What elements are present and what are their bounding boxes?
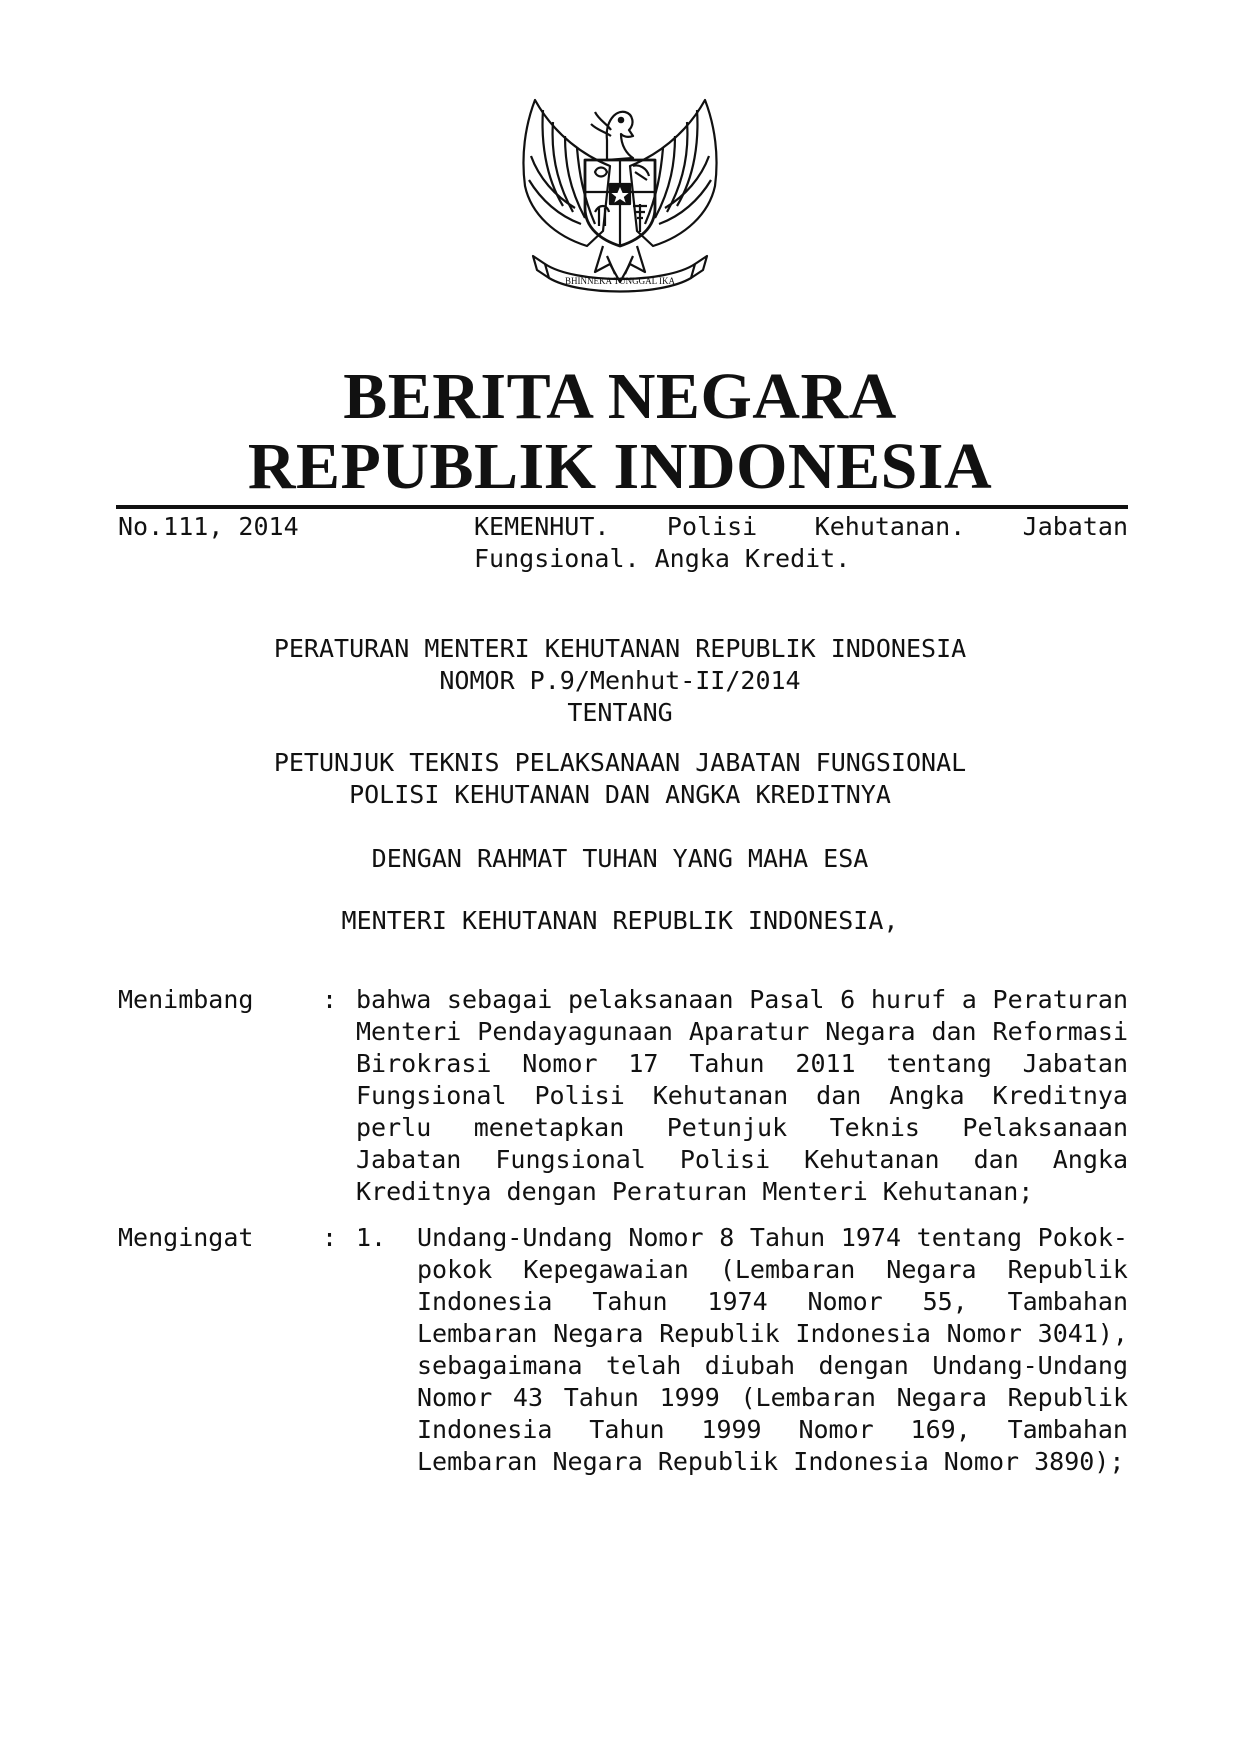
regulation-tentang: TENTANG (567, 698, 673, 727)
menimbang-text: bahwa sebagai pelaksanaan Pasal 6 huruf a Peraturan Menteri Pendayagunaan Aparatur Negara dan Reformasi Birokrasi Nomor 17 Tahun 2011 tentang Jabatan Fungsional Polisi Kehutanan dan Angka Kreditnya perlu menetapkan Petunjuk Teknis Pelaksanaan Jabatan Fungsional Polisi Kehutanan dan Angka Kreditnya dengan Peraturan Menteri Kehutanan; (356, 985, 1128, 1206)
regulation-subject-line1: PETUNJUK TEKNIS PELAKSANAAN JABATAN FUNGSIONAL (273, 748, 967, 777)
document-title-line1: BERITA NEGARA (343, 360, 897, 433)
mengingat-item-text: Undang-Undang Nomor 8 Tahun 1974 tentang Pokok-pokok Kepegawaian (Lembaran Negara Republik Indonesia Tahun 1974 Nomor 55, Tambahan Lembaran Negara Republik Indonesia Nomor 3041), sebagaimana telah diubah dengan Undang-Undang Nomor 43 Tahun 1999 (Lembaran Negara Republik Indonesia Tahun 1999 Nomor 169, Tambahan Lembaran Negara Republik Indonesia Nomor 3890); (417, 1223, 1128, 1476)
mengingat-colon: : (322, 1223, 338, 1252)
menimbang-colon: : (322, 985, 338, 1014)
emblem-motto: BHINNEKA TUNGGAL IKA (565, 276, 675, 286)
title-divider (116, 505, 1128, 509)
regulation-subject-line2: POLISI KEHUTANAN DAN ANGKA KREDITNYA (349, 780, 891, 809)
preamble-invocation: DENGAN RAHMAT TUHAN YANG MAHA ESA (371, 844, 869, 873)
preamble-minister: MENTERI KEHUTANAN REPUBLIK INDONESIA, (341, 906, 899, 935)
mengingat-label: Mengingat (118, 1223, 254, 1252)
regulation-title: PERATURAN MENTERI KEHUTANAN REPUBLIK INDONESIA (273, 634, 967, 663)
mengingat-item-number: 1. (356, 1223, 387, 1252)
gazette-subject: KEMENHUT. Polisi Kehutanan. Jabatan Fungsional. Angka Kredit. (474, 512, 1128, 573)
gazette-number: No.111, 2014 (118, 512, 299, 541)
document-title-line2: REPUBLIK INDONESIA (247, 430, 993, 503)
regulation-number: NOMOR P.9/Menhut-II/2014 (439, 666, 801, 695)
menimbang-label: Menimbang (118, 985, 254, 1014)
garuda-emblem-icon (515, 96, 725, 311)
